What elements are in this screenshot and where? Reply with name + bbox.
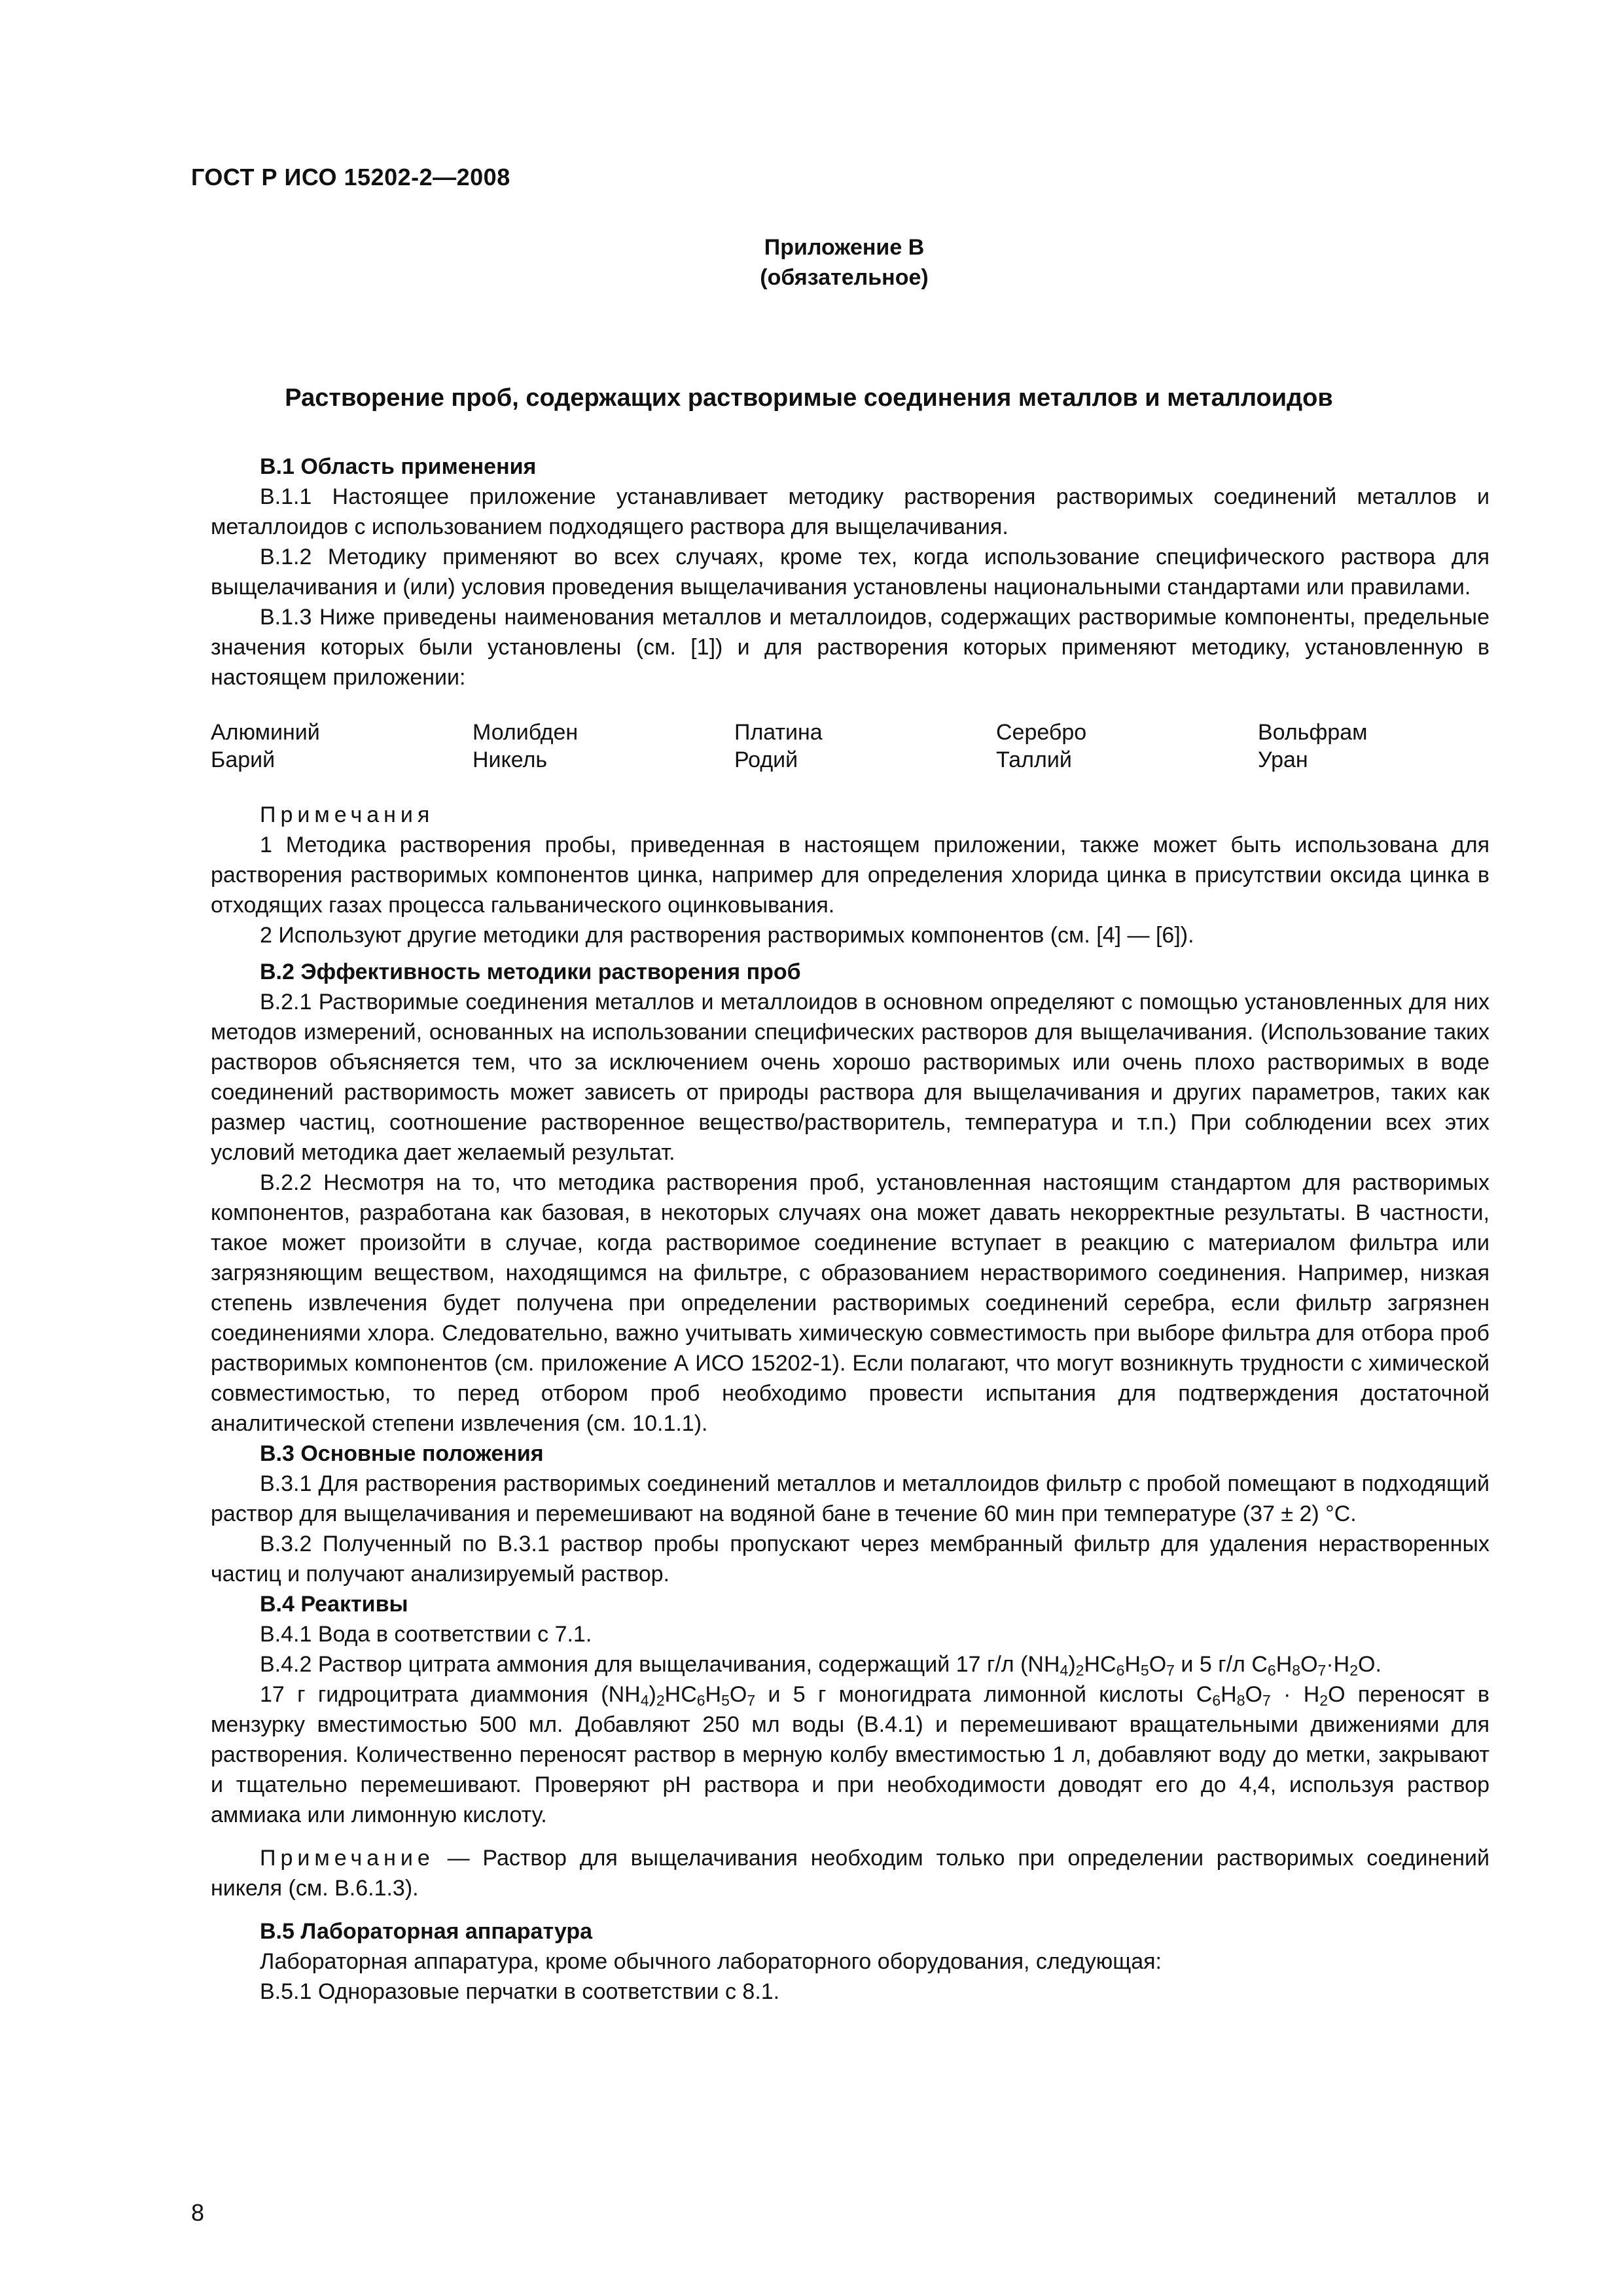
appendix-heading [0,232,1623,293]
note-1: 1 Методика растворения пробы, приведенная в настоящем приложении, также может быть использована для растворения растворимых компонентов цинка, например для определения хлорида цинка в присутствии оксида цинка в отходящих газах процесса гальванического оцинковывания. [211,833,1489,918]
metal-item: Серебро [996,720,1087,745]
page-number: 8 [191,2199,205,2226]
paragraph-b1-2: В.1.2 Методику применяют во всех случаях, кроме тех, когда использование специфического раствора для выщелачивания и (или) условия проведения выщелачивания установлены национальными стандартами или правилами. [211,545,1489,600]
appendix-status: (обязательное) [760,265,929,290]
paragraph-b2-1: В.2.1 Растворимые соединения металлов и металлоидов в основном определяют с помощью установленных для них методов измерений, основанных на использовании специфических растворов для выщелачивания. (Использование таких растворов объясняется тем, что за исключением очень хорошо растворимых или очень плохо растворимых в воде соединений растворимость может зависеть от природы раствора для выщелачивания и других параметров, таких как размер частиц, соотношение растворенное вещество/растворитель, температура и т.п.) При соблюдении всех этих условий методика дает желаемый результат. [211,990,1489,1165]
paragraph-b4-2: В.4.2 Раствор цитрата аммония для выщелачивания, содержащий 17 г/л $(NH_4)_2HC_6H_5O_7$ и 5 г/л $C_6H_8O_7\cdot H_2O$. [260,1652,1382,1679]
document-body [211,452,1489,2007]
notes-label: Примечания [260,802,435,827]
metal-item: Таллий [996,747,1072,772]
metal-item: Уран [1258,747,1308,772]
paragraph-b4-1: В.4.1 Вода в соответствии с 7.1. [260,1622,592,1647]
metal-item: Алюминий [211,720,320,745]
note-text: — Раствор для выщелачивания необходим только при определении растворимых соединений никеля (см. В.6.1.3). [211,1846,1489,1901]
appendix-title: Приложение В [764,235,925,260]
metal-item: Молибден [473,720,579,745]
document-code: ГОСТ Р ИСО 15202-2—2008 [191,164,510,190]
metal-item: Родий [734,747,798,772]
paragraph-b3-1: В.3.1 Для растворения растворимых соединений металлов и металлоидов фильтр с пробой помещают в подходящий раствор для выщелачивания и перемешивают на водяной бане в течение 60 мин при температуре (37 ± 2) °С. [211,1471,1489,1526]
note-label: Примечание [260,1846,435,1871]
note-2: 2 Используют другие методики для растворения растворимых компонентов (см. [4] — [6]). [260,923,1194,948]
heading-b3: В.3 Основные положения [260,1441,544,1466]
metal-item: Платина [734,720,823,745]
heading-b1: В.1 Область применения [260,454,537,479]
paragraph-b4-3: 17 г гидроцитрата диаммония $(NH_4)_2HC_6H_5O_7$ и 5 г моногидрата лимонной кислоты $C_6H_8O_7 \cdot H_2O$ переносят в мензурку вместимостью 500 мл. Добавляют 250 мл воды (В.4.1) и перемешивают вращательными движениями для растворения. Количественно переносят раствор в мерную колбу вместимостью 1 л, добавляют воду до метки, закрывают и тщательно перемешивают. Проверяют pH раствора и при необходимости доводят его до 4,4, используя раствор аммиака или лимонную кислоту. [211,1682,1489,1827]
paragraph-b2-2: В.2.2 Несмотря на то, что методика растворения проб, установленная настоящим стандартом для растворимых компонентов, разработана как базовая, в некоторых случаях она может давать некорректные результаты. В частности, такое может произойти в случае, когда растворимое соединение вступает в реакцию с материалом фильтра или загрязняющим веществом, находящимся на фильтре, с образованием нерастворимого соединения. Например, низкая степень извлечения будет получена при определении растворимых соединений серебра, если фильтр загрязнен соединениями хлора. Следовательно, важно учитывать химическую совместимость при выборе фильтра для отбора проб растворимых компонентов (см. приложение А ИСО 15202-1). Если полагают, что могут возникнуть трудности с химической совместимостью, то перед отбором проб необходимо провести испытания для подтверждения достаточной аналитической степени извлечения (см. 10.1.1). [211,1170,1489,1436]
paragraph-b5-1: Лабораторная аппаратура, кроме обычного лабораторного оборудования, следующая: [260,1949,1162,1974]
metal-item: Барий [211,747,276,772]
paragraph-b1-1: В.1.1 Настоящее приложение устанавливает методику растворения растворимых соединений металлов и металлоидов с использованием подходящего раствора для выщелачивания. [211,484,1489,539]
paragraph-b5-2: В.5.1 Одноразовые перчатки в соответствии с 8.1. [260,1979,780,2004]
paragraph-b1-3: В.1.3 Ниже приведены наименования металлов и металлоидов, содержащих растворимые компоненты, предельные значения которых были установлены (см. [1]) и для растворения которых применяют методику, установленную в настоящем приложении: [211,605,1489,690]
metals-list [211,719,1489,774]
section-title: Растворение проб, содержащих растворимые соединения металлов и металлоидов [285,384,1333,412]
metal-item: Никель [473,747,548,772]
heading-b5: В.5 Лабораторная аппаратура [260,1919,593,1944]
note-b4 [211,1843,1489,1903]
paragraph-b3-2: В.3.2 Полученный по В.3.1 раствор пробы пропускают через мембранный фильтр для удаления нерастворенных частиц и получают анализируемый раствор. [211,1532,1489,1587]
heading-b4: В.4 Реактивы [260,1592,408,1617]
metal-item: Вольфрам [1258,720,1368,745]
heading-b2: В.2 Эффективность методики растворения проб [260,960,801,984]
